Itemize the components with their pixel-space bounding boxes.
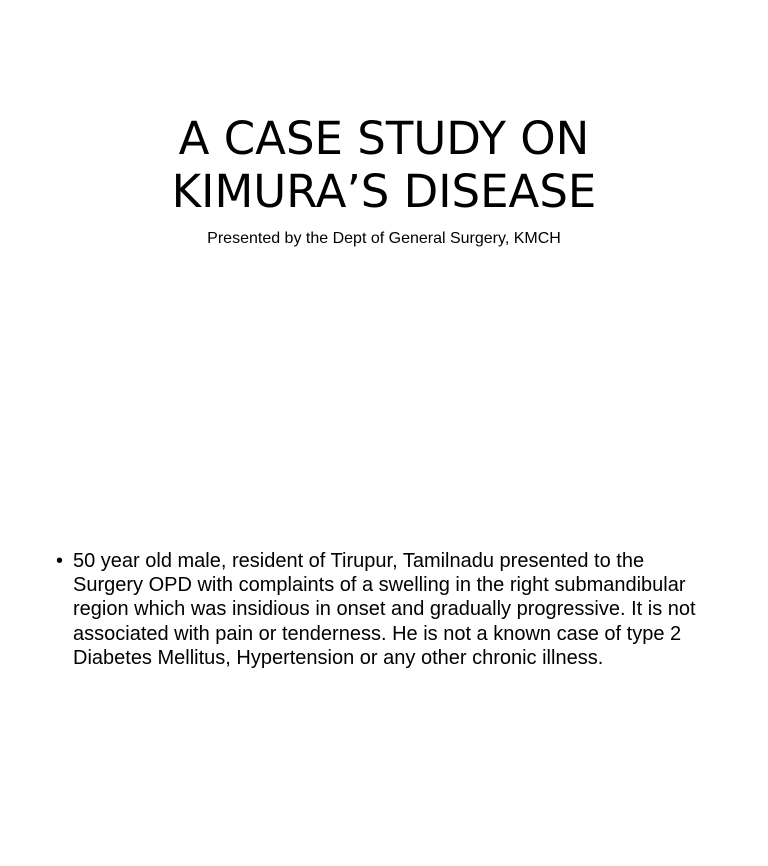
slide-title xyxy=(0,112,768,218)
slide-title-line-2: KIMURA’S DISEASE xyxy=(171,165,597,218)
bullet-icon: • xyxy=(56,550,64,572)
bullet-text: 50 year old male, resident of Tirupur, Tamilnadu presented to the Surgery OPD with complaints of a swelling in the right submandibular region which was insidious in onset and gradually progressive. It is not associated with pain or tenderness. He is not a known case of type 2 Diabetes Mellitus, Hypertension or any other chronic illness. xyxy=(73,550,696,669)
slide-subtitle: Presented by the Dept of General Surgery, KMCH xyxy=(207,230,561,247)
bullet-list xyxy=(56,549,716,670)
slide-title-line-1: A CASE STUDY ON xyxy=(178,112,590,165)
list-item xyxy=(56,549,716,670)
